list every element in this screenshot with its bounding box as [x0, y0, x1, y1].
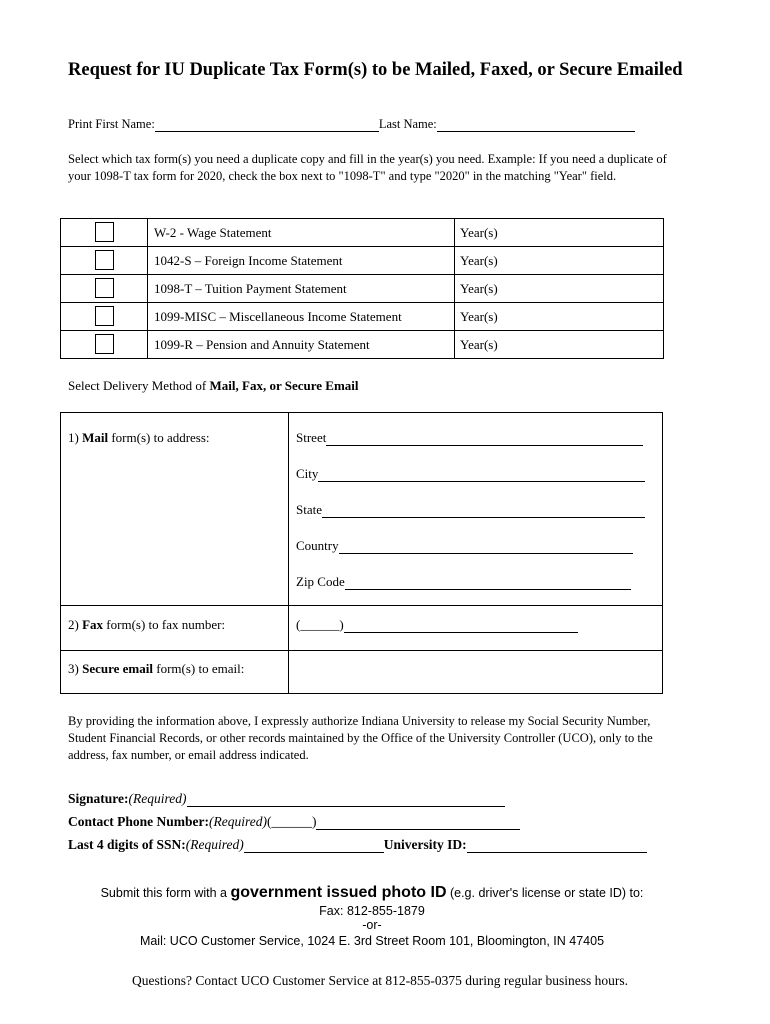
year-field[interactable]: Year(s): [455, 275, 664, 303]
first-name-label: Print First Name:: [68, 117, 155, 131]
form-label: 1099-R – Pension and Annuity Statement: [148, 331, 455, 359]
ssn-field[interactable]: [244, 839, 384, 853]
submit-or: -or-: [362, 918, 382, 932]
table-row: [61, 275, 664, 303]
delivery-row-divider: [60, 605, 663, 606]
year-field[interactable]: Year(s): [455, 331, 664, 359]
authorization-text: By providing the information above, I expressly authorize Indiana University to release my Social Security Number, Student Financial Records, or other records maintained by the Office of the University Controller (UCO), only to the address, fax number, or email address indicated.: [68, 714, 653, 762]
ssn-row: Last 4 digits of SSN: (Required) University ID:: [68, 837, 647, 853]
last-name-label: Last Name:: [378, 117, 437, 131]
form-label: 1099-MISC – Miscellaneous Income Statement: [148, 303, 455, 331]
table-row: [61, 247, 664, 275]
form-label: 1042-S – Foreign Income Statement: [148, 247, 455, 275]
year-field[interactable]: Year(s): [455, 219, 664, 247]
table-row: [61, 303, 664, 331]
table-row: [61, 331, 664, 359]
1042s-checkbox[interactable]: [95, 250, 114, 270]
email-option-label: 3) Secure email form(s) to email:: [68, 661, 245, 676]
year-field[interactable]: Year(s): [455, 247, 664, 275]
name-row: [68, 117, 635, 132]
questions-text: Questions? Contact UCO Customer Service at 812-855-0375 during regular business hours.: [131, 973, 629, 988]
phone-row: Contact Phone Number: (Required) (______): [68, 814, 520, 830]
year-field[interactable]: Year(s): [455, 303, 664, 331]
1098t-checkbox[interactable]: [95, 278, 114, 298]
form-label: W-2 - Wage Statement: [148, 219, 455, 247]
delivery-divider: [288, 412, 289, 694]
instructions: Select which tax form(s) you need a duplicate copy and fill in the year(s) you need. Example: If you need a duplicate of your 1098-T tax form for 2020, check the box next to "1098-T" and type "2020" in the matching "Year" field.: [68, 152, 667, 183]
tax-forms-table: [60, 218, 664, 359]
delivery-heading-text: Select Delivery Method of: [68, 378, 210, 393]
table-row: [61, 219, 664, 247]
first-name-field[interactable]: [155, 118, 379, 132]
delivery-heading-bold: Mail, Fax, or Secure Email: [209, 378, 359, 393]
submit-instructions: Submit this form with a government issued photo ID (e.g. driver's license or state ID) to:: [100, 884, 644, 901]
page-title: Request for IU Duplicate Tax Form(s) to be Mailed, Faxed, or Secure Emailed: [68, 60, 683, 80]
university-id-field[interactable]: [467, 839, 647, 853]
last-name-field[interactable]: [437, 118, 635, 132]
street-field[interactable]: Street: [296, 430, 643, 446]
mail-option-label: 1) Mail form(s) to address:: [68, 430, 210, 445]
city-field[interactable]: City: [296, 466, 645, 482]
fax-option-label: 2) Fax form(s) to fax number:: [68, 617, 226, 632]
fax-number-field[interactable]: (______): [296, 617, 578, 633]
phone-field[interactable]: [316, 816, 520, 830]
1099misc-checkbox[interactable]: [95, 306, 114, 326]
form-label: 1098-T – Tuition Payment Statement: [148, 275, 455, 303]
1099r-checkbox[interactable]: [95, 334, 114, 354]
submit-mail: Mail: UCO Customer Service, 1024 E. 3rd Street Room 101, Bloomington, IN 47405: [139, 934, 605, 948]
delivery-row-divider: [60, 650, 663, 651]
country-field[interactable]: Country: [296, 538, 633, 554]
zip-code-field[interactable]: Zip Code: [296, 574, 631, 590]
w2-checkbox[interactable]: [95, 222, 114, 242]
delivery-heading: [68, 378, 359, 394]
signature-row: Signature: (Required): [68, 791, 505, 807]
state-field[interactable]: State: [296, 502, 645, 518]
signature-field[interactable]: [187, 793, 505, 807]
submit-fax: Fax: 812-855-1879: [319, 904, 425, 918]
